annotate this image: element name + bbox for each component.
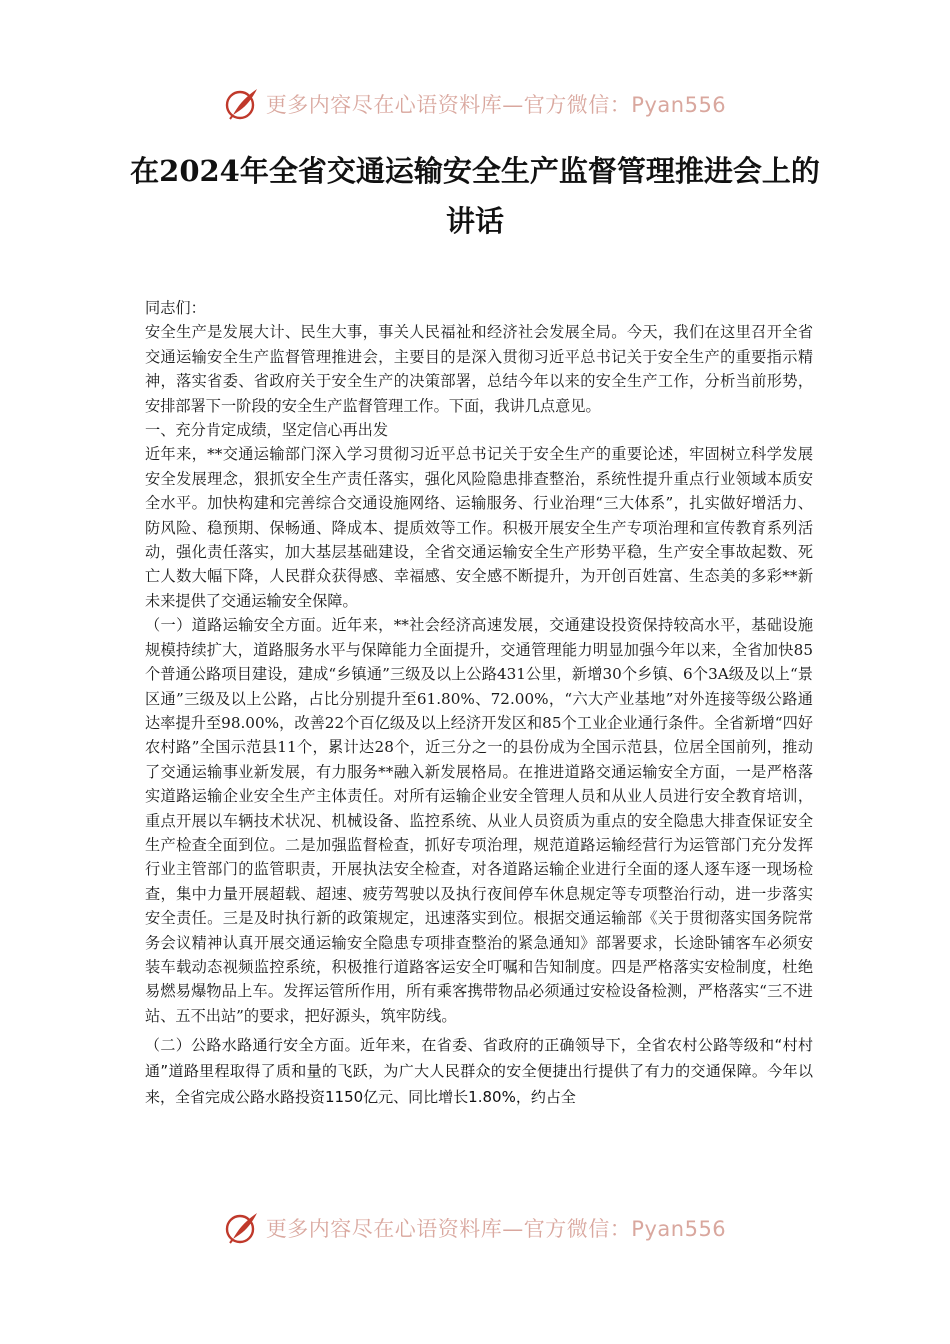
document-title: 在2024年全省交通运输安全生产监督管理推进会上的讲话: [130, 154, 820, 238]
quill-logo-icon: [224, 86, 260, 122]
salutation: 同志们：: [145, 299, 206, 317]
document-body: [145, 296, 813, 1110]
road-transport-paragraph: （一）道路运输安全方面。近年来，**社会经济高速发展，交通建设投资保持较高水平，基础设施规模持续扩大，道路服务水平与保障能力全面提升，交通管理能力明显加强今年以来，全省加快85个普通公路项目建设，建成“乡镇通”三级及以上公路431公里，新增30个乡镇、6个3A级及以上“景区通”三级及以上公路，占比分别提升至61.80%、72.00%，“六大产业基地”对外连接等级公路通达率提升至98.00%，改善22个百亿级及以上经济开发区和85个工业企业通行条件。全省新增“四好农村路”全国示范县11个，累计达28个，近三分之一的县份成为全国示范县，位居全国前列，推动了交通运输事业新发展，有力服务**融入新发展格局。在推进道路交通运输安全方面，一是严格落实道路运输企业安全生产主体责任。对所有运输企业安全管理人员和从业人员进行安全教育培训，重点开展以车辆技术状况、机械设备、监控系统、从业人员资质为重点的安全隐患大排查保证安全生产检查全面到位。二是加强监督检查，抓好专项治理，规范道路运输经营行为运管部门充分发挥行业主管部门的监管职责，开展执法安全检查，对各道路运输企业进行全面的逐人逐车逐一现场检查，集中力量开展超载、超速、疲劳驾驶以及执行夜间停车休息规定等专项整治行动，进一步落实安全责任。三是及时执行新的政策规定，迅速落实到位。根据交通运输部《关于贯彻落实国务院常务会议精神认真开展交通运输安全隐患专项排查整治的紧急通知》部署要求，长途卧铺客车必须安装车载动态视频监控系统，积极推行道路客运安全叮嘱和告知制度。四是严格落实安检制度，杜绝易燃易爆物品上车。发挥运管所作用，所有乘客携带物品必须通过安检设备检测，严格落实“三不进站、五不出站”的要求，把好源头，筑牢防线。: [145, 616, 813, 1025]
watermark-header: [0, 84, 950, 124]
watermark-text: 更多内容尽在心语资料库—官方微信：Pyan556: [265, 93, 727, 117]
achievements-paragraph: 近年来，**交通运输部门深入学习贯彻习近平总书记关于安全生产的重要论述，牢固树立科学发展安全发展理念，狠抓安全生产责任落实，强化风险隐患排查整治，系统性提升重点行业领域本质安全水平。加快构建和完善综合交通设施网络、运输服务、行业治理“三大体系”，扎实做好增活力、防风险、稳预期、保畅通、降成本、提质效等工作。积极开展安全生产专项治理和宣传教育系列活动，强化责任落实，加大基层基础建设，全省交通运输安全生产形势平稳，生产安全事故起数、死亡人数大幅下降，人民群众获得感、幸福感、安全感不断提升，为开创百姓富、生态美的多彩**新未来提供了交通运输安全保障。: [145, 445, 813, 610]
quill-logo-icon: [224, 1210, 260, 1246]
intro-paragraph: 安全生产是发展大计、民生大事，事关人民福祉和经济社会发展全局。今天，我们在这里召开全省交通运输安全生产监督管理推进会，主要目的是深入贯彻习近平总书记关于安全生产的重要指示精神，落实省委、省政府关于安全生产的决策部署，总结今年以来的安全生产工作，分析当前形势，安排部署下一阶段的安全生产监督管理工作。下面，我讲几点意见。: [145, 323, 813, 415]
watermark-footer: [0, 1208, 950, 1248]
watermark-text: 更多内容尽在心语资料库—官方微信：Pyan556: [265, 1217, 727, 1241]
highway-waterway-paragraph: （二）公路水路通行安全方面。近年来，在省委、省政府的正确领导下，全省农村公路等级和“村村通”道路里程取得了质和量的飞跃，为广大人民群众的安全便捷出行提供了有力的交通保障。今年以来，全省完成公路水路投资1150亿元、同比增长1.80%，约占全: [145, 1036, 813, 1107]
section-heading: 一、充分肯定成绩，坚定信心再出发: [145, 421, 388, 440]
